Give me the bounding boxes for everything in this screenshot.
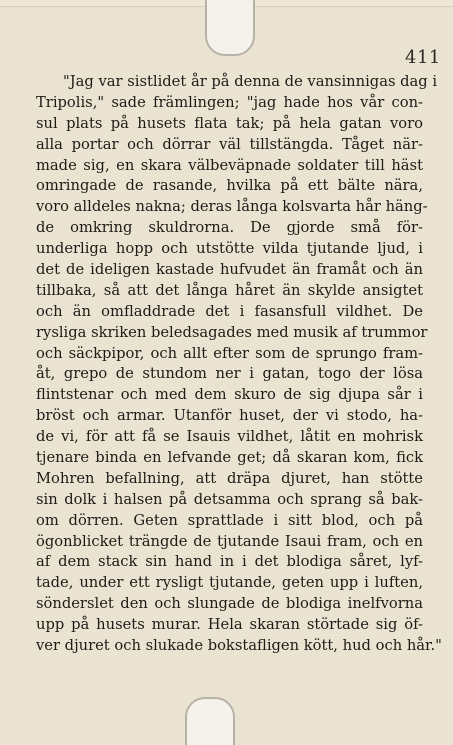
text-line: "Jag var sistlidet år på denna de vansinnigas dag i (63, 73, 438, 90)
text-line: flintstenar och med dem skuro de sig djupa sår i (36, 386, 423, 404)
text-line: sönderslet den och slungade de blodiga inelfvorna (36, 595, 423, 613)
text-line: sin dolk i halsen på detsamma och sprang så bak- (36, 490, 423, 508)
text-line: tade, under ett rysligt tjutande, geten upp i luften, (36, 574, 423, 592)
text-line: ver djuret och slukade bokstafligen kött, hud och hår." (36, 637, 442, 655)
scanner-clip-bottom (185, 697, 235, 745)
text-line: tjenare binda en lefvande get; då skaran kom, fick (36, 449, 423, 467)
text-line: omringade de rasande, hvilka på ett bälte nära, (36, 177, 423, 195)
text-line: underliga hopp och utstötte vilda tjutande ljud, i (36, 240, 423, 258)
text-line: om dörren. Geten sprattlade i sitt blod, och på (36, 511, 423, 529)
text-line: de omkring skuldrorna. De gjorde små för- (36, 219, 423, 237)
text-line: upp på husets murar. Hela skaran störtade sig öf- (36, 616, 423, 634)
text-line: åt, grepo de stundom ner i gatan, togo der lösa (36, 365, 423, 383)
text-line: bröst och armar. Utanför huset, der vi stodo, ha- (36, 407, 423, 425)
text-line: och säckpipor, och allt efter som de sprungo fram- (36, 344, 423, 362)
text-line: voro alldeles nakna; deras långa kolsvarta hår häng- (36, 198, 428, 216)
text-line: made sig, en skara välbeväpnade soldater till häst (36, 156, 423, 174)
page-number: 411 (405, 47, 441, 68)
text-line: alla portar och dörrar väl tillstängda. Tåget när- (36, 135, 423, 153)
text-line: af dem stack sin hand in i det blodiga såret, lyf- (36, 553, 423, 571)
text-line: sul plats på husets flata tak; på hela gatan voro (36, 114, 423, 132)
text-line: Tripolis," sade främlingen; "jag hade hos vår con- (36, 93, 423, 111)
text-line: och än omfladdrade det i fasansfull vildhet. De (36, 302, 423, 320)
text-line: det de ideligen kastade hufvudet än framåt och än (36, 261, 423, 279)
text-line: tillbaka, så att det långa håret än skylde ansigtet (36, 281, 423, 299)
text-line: de vi, för att få se Isauis vildhet, låtit en mohrisk (36, 428, 423, 446)
text-line: ögonblicket trängde de tjutande Isaui fram, och en (36, 532, 423, 550)
text-line: Mohren befallning, att dräpa djuret, han stötte (36, 469, 423, 487)
text-line: rysliga skriken beledsagades med musik af trummor (36, 323, 428, 341)
scanner-clip-top (205, 0, 255, 56)
body-text (36, 72, 442, 657)
